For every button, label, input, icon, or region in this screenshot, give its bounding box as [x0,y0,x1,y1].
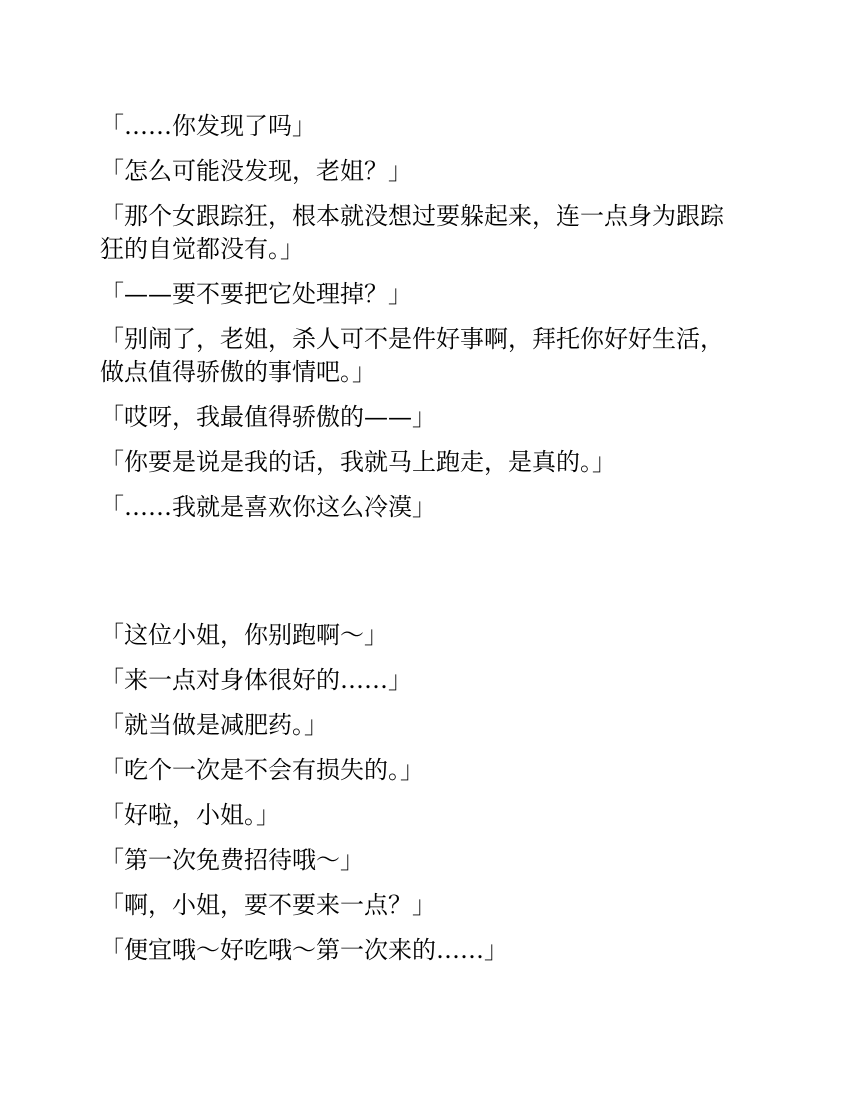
dialogue-line: 「第一次免费招待哦～」 [100,846,364,874]
dialogue-line: 「别闹了，老姐，杀人可不是件好事啊，拜托你好好生活，做点值得骄傲的事情吧。」 [100,325,724,386]
dialogue-line: 「……你发现了吗」 [100,112,316,140]
dialogue-line: 「就当做是减肥药。」 [100,711,328,739]
dialogue-line: 「哎呀，我最值得骄傲的——」 [100,403,436,431]
dialogue-line: 「啊，小姐，要不要来一点？」 [100,891,436,919]
dialogue-line: 「那个女跟踪狂，根本就没想过要躲起来，连一点身为跟踪狂的自觉都没有。」 [100,202,724,263]
dialogue-line: 「吃个一次是不会有损失的。」 [100,756,424,784]
dialogue-line: 「便宜哦～好吃哦～第一次来的……」 [100,936,508,964]
dialogue-line: 「好啦，小姐。」 [100,801,280,829]
dialogue-section-1 [100,110,745,524]
dialogue-line: 「你要是说是我的话，我就马上跑走，是真的。」 [100,448,616,476]
dialogue-line: 「——要不要把它处理掉？」 [100,280,412,308]
dialogue-line: 「怎么可能没发现，老姐？」 [100,157,412,185]
document-page [100,110,745,979]
dialogue-section-2 [100,619,745,967]
dialogue-line: 「……我就是喜欢你这么冷漠」 [100,493,436,521]
dialogue-line: 「来一点对身体很好的……」 [100,666,412,694]
dialogue-line: 「这位小姐，你别跑啊～」 [100,621,388,649]
